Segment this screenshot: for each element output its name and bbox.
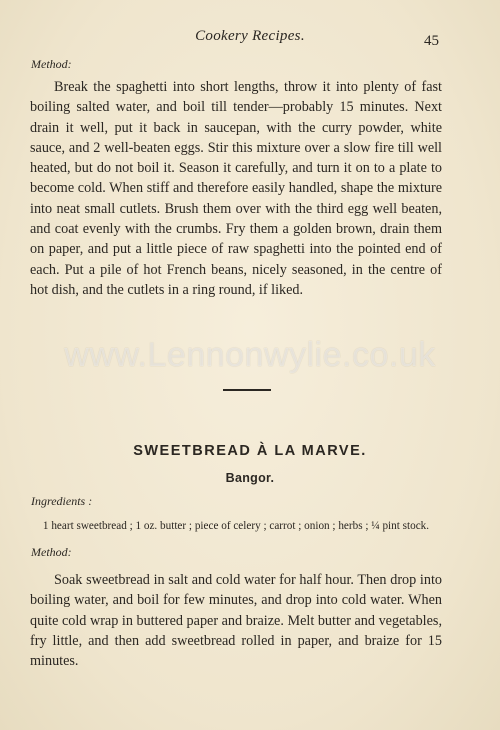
recipe-title: SWEETBREAD À LA MARVE. — [133, 443, 367, 459]
recipe-method-label: Method: — [31, 545, 72, 559]
ingredients-list: 1 heart sweetbread ; 1 oz. butter ; piece of celery ; carrot ; onion ; herbs ; ¼ pint stock. — [42, 520, 430, 532]
recipe-method-paragraph: Soak sweetbread in salt and cold water for half hour. Then drop into boiling water, and boil for few minutes, and drop into cold water. When quite cold wrap in buttered paper and braize. Melt butter and vegetables, fry little, and then add sweetbread rolled in paper, and braize for 15 minutes. — [30, 572, 442, 670]
section-divider — [223, 389, 271, 391]
running-head: Cookery Recipes. — [195, 28, 305, 44]
method-label: Method: — [31, 57, 72, 71]
recipe-source: Bangor. — [225, 471, 275, 485]
ingredients-label: Ingredients : — [31, 494, 93, 508]
watermark: www.Lennonwylie.co.uk — [64, 336, 436, 374]
method-paragraph: Break the spaghetti into short lengths, throw it into plenty of fast boiling salted water, and boil till tender—probably 15 minutes. Next drain it well, put it back in saucepan, with the curry powder, white sauce, and 2 well-beaten eggs. Stir this mixture over a slow fire till well heated, but do not boil it. Season it carefully, and turn it on to a plate to become cold. When stiff and therefore easily handled, shape the mixture into neat small cutlets. Brush them over with the third egg well beaten, and coat evenly with the crumbs. Fry them a golden brown, drain them on paper, and put a little piece of raw spaghetti into the pointed end of each. Put a pile of hot French beans, nicely seasoned, in the centre of hot dish, and the cutlets in a ring round, if liked. — [30, 79, 442, 298]
page-number: 45 — [424, 33, 439, 49]
